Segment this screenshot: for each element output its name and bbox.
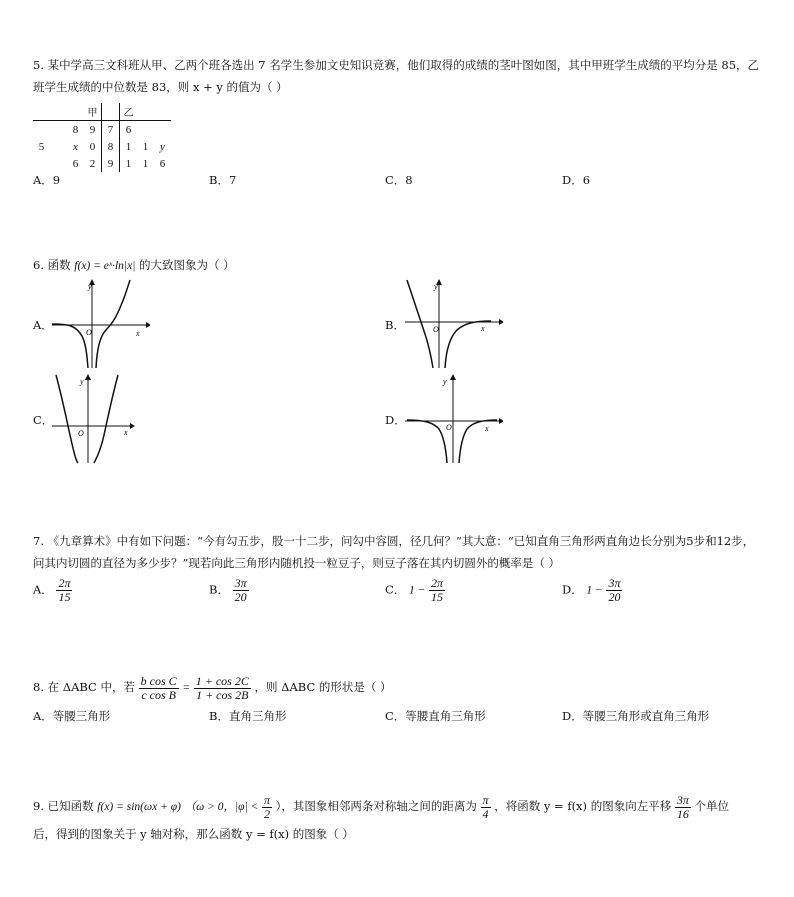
numerator: π: [482, 792, 489, 807]
leaf: [33, 155, 50, 172]
denominator: 20: [608, 590, 621, 604]
fraction: [56, 577, 72, 604]
leaf: [50, 121, 67, 139]
q6-option-c[interactable]: C．: [33, 413, 54, 427]
question-6-formula: f(x) = eˣ·ln|x|: [74, 260, 136, 272]
leaf: 2: [89, 157, 96, 170]
question-5: [33, 54, 773, 98]
question-9-line-2: 后，得到的图象关于 y 轴对称，那么函数 y = f(x) 的图象（ ）: [33, 827, 354, 841]
leaf: 1: [125, 140, 132, 153]
origin-label: O: [78, 429, 84, 438]
question-6: [33, 254, 773, 277]
x-axis-label: x: [485, 424, 489, 433]
graph-a: [50, 278, 150, 370]
denominator: c cos B: [141, 687, 176, 702]
phi-bound-fraction: [262, 794, 272, 821]
q7-option-c[interactable]: [385, 577, 445, 604]
question-9-mid: ），其图象相邻两条对称轴之间的距离为: [275, 799, 477, 813]
question-7: [33, 530, 773, 574]
denominator: 1 + cos 2B: [196, 687, 249, 702]
question-9-prefix: 9. 已知函数: [33, 799, 94, 813]
q5-option-b[interactable]: B．7: [209, 173, 237, 187]
y-axis-label: y: [443, 377, 447, 386]
question-7-line-1: 7. 《九章算术》中有如下问题：“今有勾五步，股一十二步，问勾中容圆，径几何？”其大意：“已知直角三角形两直角边长分别为5步和12步，: [33, 534, 755, 548]
question-6-prefix: 6. 函数: [33, 258, 71, 272]
q5-option-c[interactable]: C．8: [385, 173, 413, 187]
x-axis-label: x: [136, 329, 140, 338]
leaf: [137, 121, 154, 139]
question-7-line-2: 问其内切圆的直径为多少步？”现若向此三角形内随机投一粒豆子，则豆子落在其内切圆外的概率是（ ）: [33, 556, 561, 570]
q5-option-a[interactable]: A．9: [33, 173, 61, 187]
numerator: 3π: [676, 792, 689, 807]
leaf: 6: [120, 121, 138, 139]
question-8: 8. 在 ΔABC 中，若 $\frac{\text{b cos C}}{\text{c cos B}}$ = $\frac{1 + \cos 2C}{1 + \cos 2B}$ ，则 ΔABC 的形状是（ ）: [33, 673, 392, 702]
leaf: [33, 121, 50, 139]
option-label: A．: [33, 582, 53, 597]
fraction: [606, 577, 622, 604]
q8-option-d[interactable]: D．等腰三角形或直角三角形: [562, 709, 710, 723]
leaf: [50, 138, 67, 155]
numerator: π: [263, 792, 270, 807]
origin-label: O: [446, 423, 452, 432]
question-8-prefix: 8. 在 ΔABC 中，若: [33, 680, 136, 694]
origin-label: O: [86, 328, 92, 337]
question-5-line-1: 5. 某中学高三文科班从甲、乙两个班各选出 7 名学生参加文史知识竞赛，他们取得的成绩的茎叶图如图，其中甲班学生成绩的平均分是 85，乙: [33, 58, 760, 72]
q6-option-b[interactable]: B．: [385, 318, 405, 332]
leaf: 1: [125, 157, 132, 170]
denominator: 2: [263, 806, 270, 821]
x-axis-label: x: [124, 428, 128, 437]
numerator: 2π: [58, 576, 71, 590]
y-axis-label: y: [88, 282, 92, 291]
q7-option-b[interactable]: [209, 577, 249, 604]
denominator: 15: [431, 590, 444, 604]
leaf: 6: [72, 157, 79, 170]
graph-d: [403, 373, 503, 465]
option-prefix: 1 −: [586, 584, 603, 597]
q6-option-a[interactable]: A．: [33, 318, 53, 332]
stem: 9: [102, 155, 120, 172]
leaf: [154, 121, 171, 139]
x-axis-label: x: [481, 324, 485, 333]
shift-fraction: [675, 794, 691, 821]
option-label: D．: [562, 582, 583, 597]
graph-c: [50, 373, 150, 465]
numerator: 2π: [431, 576, 444, 590]
denominator: 15: [58, 590, 71, 604]
origin-label: O: [433, 325, 439, 334]
leaf: 9: [84, 121, 102, 139]
fraction: [429, 577, 445, 604]
leaf: 8: [67, 121, 84, 139]
question-9-condition: （ω > 0，|φ| <: [184, 801, 259, 813]
numerator: b cos C: [140, 673, 177, 688]
numerator: 3π: [608, 576, 621, 590]
lhs-fraction: [139, 675, 179, 702]
denominator: 4: [482, 806, 489, 821]
leaf: y: [160, 140, 165, 153]
question-6-suffix: 的大致图象为（ ）: [139, 258, 235, 272]
stem-leaf-table: [33, 103, 171, 172]
denominator: 16: [676, 806, 689, 821]
graph-b: [403, 278, 503, 370]
q5-option-d[interactable]: D．6: [562, 173, 591, 187]
leaf: 5: [38, 140, 45, 153]
leaf: 6: [159, 157, 166, 170]
question-8-suffix: ，则 ΔABC 的形状是（ ）: [254, 680, 392, 694]
rhs-fraction: [194, 675, 251, 702]
question-9-mid2: ，将函数 y = f(x) 的图象向左平移: [494, 799, 672, 813]
leaf: x: [73, 140, 78, 153]
leaf: 1: [142, 140, 149, 153]
q8-option-a[interactable]: A．等腰三角形: [33, 709, 111, 723]
stem: 7: [102, 121, 120, 139]
q7-option-d[interactable]: [562, 577, 622, 604]
option-label: C．: [385, 582, 406, 597]
question-5-line-2: 班学生成绩的中位数是 83，则 x + y 的值为（ ）: [33, 80, 288, 94]
question-9-end: 个单位: [694, 799, 730, 813]
numerator: 1 + cos 2C: [195, 673, 249, 688]
q8-option-c[interactable]: C．等腰直角三角形: [385, 709, 486, 723]
header-left: 甲: [87, 108, 98, 119]
question-9: [33, 790, 773, 845]
leaf: [50, 155, 67, 172]
fraction: [233, 577, 249, 604]
denominator: 20: [234, 590, 247, 604]
header-right: 乙: [120, 103, 138, 121]
q7-option-a[interactable]: [33, 577, 72, 604]
y-axis-label: y: [80, 377, 84, 386]
y-axis-label: y: [434, 282, 438, 291]
distance-fraction: [481, 794, 491, 821]
leaf: 0: [89, 140, 96, 153]
leaf: 1: [142, 157, 149, 170]
stem: 8: [102, 138, 120, 155]
q6-option-d[interactable]: D．: [385, 413, 406, 427]
option-prefix: 1 −: [408, 584, 426, 597]
question-9-formula: f(x) = sin(ωx + φ): [97, 801, 181, 813]
q8-option-b[interactable]: B．直角三角形: [209, 709, 287, 723]
numerator: 3π: [234, 576, 247, 590]
option-label: B．: [209, 582, 229, 597]
